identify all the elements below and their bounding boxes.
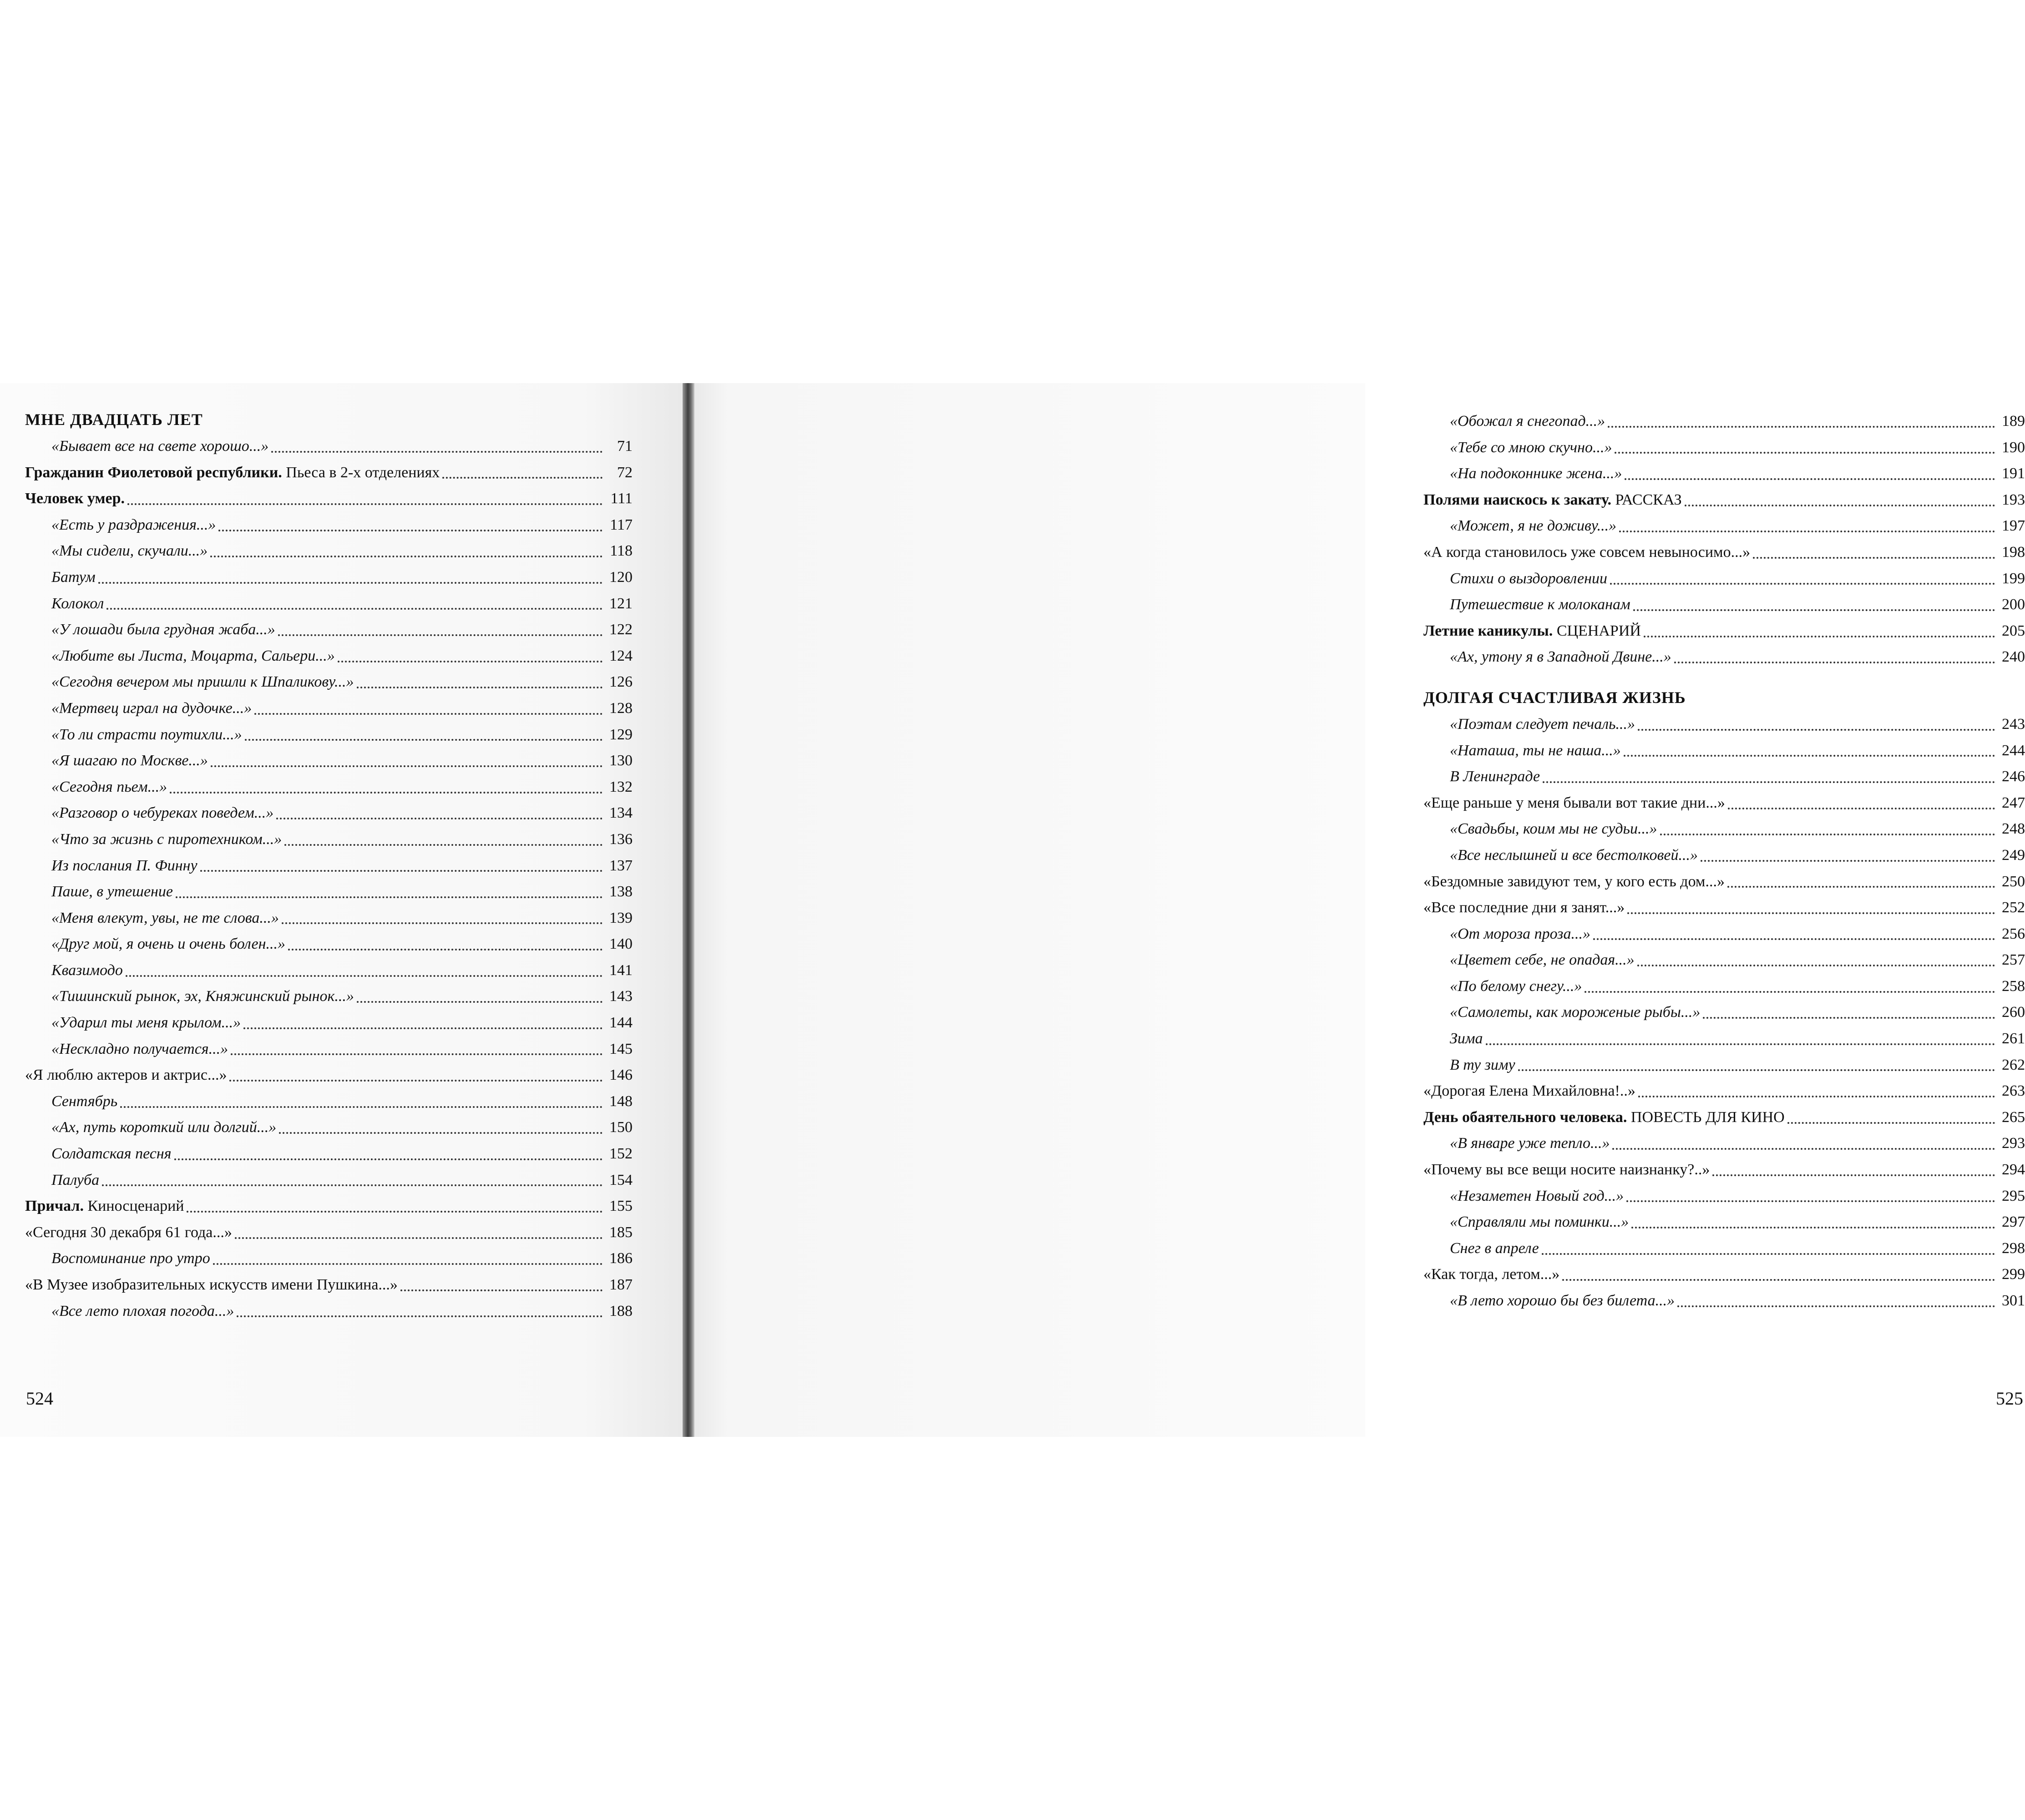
entry-page-number: 117	[610, 516, 633, 533]
entry-page-number: 248	[2002, 820, 2025, 838]
dot-leader	[126, 975, 602, 977]
section-heading: МНЕ ДВАДЦАТЬ ЛЕТ	[25, 410, 203, 429]
entry-title: «Мертвец играл на дудочке...»	[51, 699, 252, 717]
dot-leader	[120, 1106, 602, 1108]
dot-leader	[1753, 557, 1995, 559]
dot-leader	[279, 1132, 602, 1134]
entry-page-number: 191	[2002, 465, 2025, 482]
dot-leader	[102, 1184, 602, 1186]
toc-entry	[1423, 1026, 2025, 1052]
entry-page-number: 126	[609, 673, 633, 691]
toc-entry	[1423, 790, 2025, 816]
dot-leader	[237, 1315, 602, 1317]
entry-title: «Сегодня 30 декабря 61 года...»	[25, 1223, 232, 1241]
entry-page-number: 199	[2002, 570, 2025, 587]
right-page	[687, 383, 2025, 1437]
entry-page-number: 262	[2002, 1056, 2025, 1073]
entry-page-number: 265	[2002, 1108, 2025, 1126]
entry-title: Солдатская песня	[51, 1145, 172, 1163]
dot-leader	[1619, 531, 1995, 532]
entry-title: «Свадьбы, коим мы не судьи...»	[1450, 820, 1657, 838]
dot-leader	[1637, 965, 1995, 966]
entry-page-number: 154	[609, 1171, 633, 1188]
dot-leader	[278, 634, 602, 636]
dot-leader	[1631, 1227, 1995, 1228]
dot-leader	[288, 949, 602, 950]
entry-page-number: 118	[610, 542, 633, 560]
toc-entry	[1423, 816, 2025, 842]
toc-entry	[25, 1298, 633, 1325]
entry-page-number: 257	[2002, 951, 2025, 969]
entry-title-rest: Пьеса в 2-х отделениях	[282, 464, 440, 481]
entry-page-number: 297	[2002, 1213, 2025, 1231]
entry-page-number: 197	[2002, 517, 2025, 535]
toc-entry	[1423, 973, 2025, 1000]
toc-entry	[25, 879, 633, 905]
dot-leader	[282, 922, 602, 924]
toc-entry	[1423, 408, 2025, 435]
dot-leader	[1703, 1017, 1995, 1019]
toc-entry	[1423, 539, 2025, 566]
entry-page-number: 247	[2002, 794, 2025, 811]
dot-leader	[1685, 505, 1995, 506]
dot-leader	[1712, 1174, 1995, 1176]
entry-title: Зима	[1450, 1030, 1483, 1047]
dot-leader	[127, 503, 602, 505]
toc-entry	[1423, 487, 2025, 513]
toc-entry	[25, 957, 633, 984]
dot-leader	[1612, 1148, 1995, 1150]
entry-page-number: 148	[609, 1092, 633, 1110]
toc-entry	[25, 722, 633, 748]
entry-title	[25, 460, 440, 486]
toc-entry	[1423, 1157, 2025, 1183]
entry-title: Палуба	[51, 1171, 100, 1188]
dot-leader	[213, 1263, 602, 1265]
toc-entry	[25, 1036, 633, 1062]
toc-entry	[1423, 460, 2025, 487]
entry-title-rest: Киносценарий	[84, 1198, 184, 1215]
entry-title-rest: СЦЕНАРИЙ	[1553, 622, 1641, 639]
entry-page-number: 145	[609, 1040, 633, 1057]
dot-leader	[271, 451, 602, 453]
entry-title: «Еще раньше у меня бывали вот такие дни...»	[1423, 794, 1725, 811]
entry-page-number: 258	[2002, 977, 2025, 995]
toc-entry	[1423, 1261, 2025, 1288]
toc-entry	[25, 485, 633, 512]
dot-leader	[338, 661, 602, 662]
toc-list	[25, 433, 633, 1324]
entry-page-number: 143	[609, 988, 633, 1005]
entry-title: «Цветет себе, не опадая...»	[1450, 951, 1635, 969]
dot-leader	[1787, 1122, 1995, 1124]
entry-page-number: 124	[609, 647, 633, 664]
entry-title: «Незаметен Новый год...»	[1450, 1187, 1624, 1204]
entry-title: «Все последние дни я занят...»	[1423, 899, 1625, 916]
entry-title: «То ли страсти поутихли...»	[51, 726, 242, 743]
book-spread	[0, 383, 2025, 1437]
toc-entry	[1423, 1288, 2025, 1314]
entry-page-number: 188	[609, 1302, 633, 1320]
toc-entry	[25, 1062, 633, 1088]
entry-page-number: 193	[2002, 491, 2025, 508]
toc-entry	[1423, 921, 2025, 947]
dot-leader	[211, 765, 602, 767]
dot-leader	[218, 530, 602, 531]
entry-title	[25, 485, 125, 512]
toc-entry	[25, 983, 633, 1010]
entry-title: «Бывает все на свете хорошо...»	[51, 438, 269, 455]
entry-title: Паше, в утешение	[51, 883, 173, 900]
toc-entry	[25, 538, 633, 564]
entry-page-number: 144	[609, 1014, 633, 1031]
entry-page-number: 294	[2002, 1161, 2025, 1178]
entry-page-number: 295	[2002, 1187, 2025, 1204]
entry-title: «На подоконнике жена...»	[1450, 465, 1622, 482]
entry-page-number: 185	[609, 1223, 633, 1241]
dot-leader	[1644, 636, 1995, 637]
entry-title: Квазимодо	[51, 961, 123, 979]
entry-page-number: 72	[617, 464, 633, 481]
entry-page-number: 250	[2002, 873, 2025, 890]
entry-page-number: 187	[609, 1276, 633, 1293]
entry-title-bold: День обаятельного человека.	[1423, 1108, 1627, 1126]
dot-leader	[1728, 808, 1995, 809]
toc-entry	[1423, 1235, 2025, 1262]
entry-title: «Нескладно получается...»	[51, 1040, 228, 1057]
toc-entry	[1423, 842, 2025, 869]
dot-leader	[176, 896, 602, 898]
toc-list	[1423, 408, 2025, 670]
toc-entry	[1423, 618, 2025, 644]
page-number: 525	[1996, 1388, 2023, 1409]
toc-entry	[1423, 999, 2025, 1026]
toc-entry	[25, 800, 633, 826]
dot-leader	[187, 1211, 602, 1213]
book-gutter	[683, 383, 694, 1437]
entry-title: «Ах, утону я в Западной Двине...»	[1450, 648, 1671, 666]
entry-title: «Наташа, ты не наша...»	[1450, 742, 1621, 759]
dot-leader	[1562, 1279, 1995, 1281]
toc-entry	[1423, 895, 2025, 921]
dot-leader	[400, 1289, 602, 1291]
entry-title: «По белому снегу...»	[1450, 977, 1582, 995]
toc-entry	[1423, 869, 2025, 895]
entry-page-number: 140	[609, 935, 633, 953]
entry-page-number: 240	[2002, 648, 2025, 666]
entry-title: «Есть у раздражения...»	[51, 516, 216, 533]
entry-title: «Тебе со мною скучно...»	[1450, 439, 1612, 456]
entry-title: «Обожал я снегопад...»	[1450, 413, 1605, 430]
entry-page-number: 301	[2002, 1292, 2025, 1309]
entry-page-number: 134	[609, 804, 633, 822]
toc-entry	[25, 1088, 633, 1115]
entry-page-number: 299	[2002, 1266, 2025, 1283]
entry-title: Стихи о выздоровлении	[1450, 570, 1607, 587]
toc-entry	[1423, 435, 2025, 461]
entry-title: «Разговор о чебуреках поведем...»	[51, 804, 274, 822]
dot-leader	[1518, 1069, 1995, 1071]
entry-title: «В январе уже тепло...»	[1450, 1135, 1610, 1152]
toc-entry	[25, 460, 633, 486]
dot-leader	[1543, 781, 1995, 783]
toc-entry	[25, 1141, 633, 1167]
entry-title: «Сегодня пьем...»	[51, 778, 167, 795]
entry-title	[1423, 1104, 1785, 1131]
entry-title: В ту зиму	[1450, 1056, 1515, 1073]
entry-page-number: 152	[609, 1145, 633, 1163]
toc-entry	[1423, 1052, 2025, 1078]
entry-title	[1423, 487, 1682, 513]
entry-page-number: 130	[609, 752, 633, 769]
dot-leader	[1593, 938, 1995, 940]
entry-title: «Я люблю актеров и актрис...»	[25, 1067, 227, 1084]
dot-leader	[1638, 1096, 1995, 1097]
entry-page-number: 246	[2002, 768, 2025, 785]
entry-title: «Что за жизнь с пиротехником...»	[51, 830, 282, 848]
entry-title: Путешествие к молоканам	[1450, 596, 1630, 613]
toc-entry	[1423, 566, 2025, 592]
entry-page-number: 128	[609, 699, 633, 717]
entry-title: Батум	[51, 568, 96, 586]
entry-page-number: 111	[610, 490, 633, 507]
toc-entry	[25, 512, 633, 538]
entry-page-number: 129	[609, 726, 633, 743]
dot-leader	[1677, 1305, 1995, 1307]
entry-title: «От мороза проза...»	[1450, 925, 1590, 942]
entry-page-number: 198	[2002, 543, 2025, 561]
dot-leader	[243, 1027, 602, 1029]
section-heading: ДОЛГАЯ СЧАСТЛИВАЯ ЖИЗНЬ	[1423, 688, 1686, 707]
entry-page-number: 71	[617, 438, 633, 455]
entry-page-number: 256	[2002, 925, 2025, 942]
entry-title: «Поэтам следует печаль...»	[1450, 715, 1635, 733]
toc-entry	[1423, 1209, 2025, 1235]
entry-title	[25, 1193, 184, 1219]
entry-page-number: 260	[2002, 1004, 2025, 1021]
toc-entry	[25, 1167, 633, 1193]
entry-title: «Любите вы Листа, Моцарта, Сальери...»	[51, 647, 335, 664]
entry-title: «Ах, путь короткий или долгий...»	[51, 1119, 277, 1136]
dot-leader	[357, 687, 602, 688]
toc-entry	[25, 905, 633, 931]
entry-title: «Меня влекут, увы, не те слова...»	[51, 909, 279, 926]
entry-title: «В лето хорошо бы без билета...»	[1450, 1292, 1675, 1309]
dot-leader	[1625, 478, 1995, 480]
toc-entry	[1423, 1183, 2025, 1209]
entry-page-number: 200	[2002, 596, 2025, 613]
entry-title: Из послания П. Финну	[51, 857, 197, 874]
entry-title: «Тишинский рынок, эх, Княжинский рынок...»	[51, 988, 354, 1005]
entry-title-bold: Гражданин Фиолетовой республики.	[25, 464, 282, 481]
toc-entry	[1423, 711, 2025, 738]
entry-page-number: 244	[2002, 742, 2025, 759]
dot-leader	[210, 556, 602, 557]
dot-leader	[1542, 1253, 1995, 1255]
entry-title: «Все неслышней и все бестолковей...»	[1450, 846, 1698, 864]
dot-leader	[98, 582, 602, 584]
dot-leader	[284, 844, 602, 846]
entry-title-bold: Причал.	[25, 1198, 84, 1215]
entry-title: «Самолеты, как мороженые рыбы...»	[1450, 1004, 1701, 1021]
entry-title: «Я шагаю по Москве...»	[51, 752, 208, 769]
entry-title-bold: Полями наискось к закату.	[1423, 491, 1611, 508]
toc-entry	[1423, 592, 2025, 618]
right-page-content	[1423, 408, 2025, 1314]
dot-leader	[276, 818, 602, 819]
entry-title-rest: ПОВЕСТЬ ДЛЯ КИНО	[1627, 1108, 1785, 1126]
toc-entry	[25, 826, 633, 853]
entry-title: В Ленинграде	[1450, 768, 1540, 785]
entry-title: Сентябрь	[51, 1092, 118, 1110]
toc-entry	[25, 1114, 633, 1141]
dot-leader	[1615, 452, 1995, 454]
entry-title-rest: РАССКАЗ	[1611, 491, 1682, 508]
dot-leader	[200, 870, 602, 872]
page-number: 524	[26, 1388, 53, 1409]
dot-leader	[1608, 426, 1995, 428]
toc-entry	[25, 774, 633, 800]
entry-title: «А когда становилось уже совсем невыносимо...»	[1423, 543, 1751, 561]
left-page-content	[25, 406, 633, 1324]
toc-entry	[1423, 738, 2025, 764]
dot-leader	[231, 1053, 602, 1055]
entry-title-bold: Летние каникулы.	[1423, 622, 1553, 639]
entry-page-number: 298	[2002, 1239, 2025, 1257]
entry-page-number: 136	[609, 830, 633, 848]
toc-entry	[1423, 1130, 2025, 1157]
dot-leader	[106, 608, 602, 610]
entry-page-number: 121	[609, 595, 633, 612]
dot-leader	[1660, 834, 1995, 835]
toc-entry	[25, 853, 633, 879]
dot-leader	[170, 792, 602, 794]
entry-title: «Может, я не доживу...»	[1450, 517, 1617, 535]
entry-page-number: 261	[2002, 1030, 2025, 1047]
toc-entry	[1423, 763, 2025, 790]
dot-leader	[1638, 729, 1995, 731]
entry-title: «Бездомные завидуют тем, у кого есть дом...»	[1423, 873, 1725, 890]
entry-page-number: 186	[609, 1250, 633, 1267]
entry-title: «Ударил ты меня крылом...»	[51, 1014, 241, 1031]
toc-entry	[25, 748, 633, 774]
toc-entry	[1423, 644, 2025, 670]
toc-entry	[25, 695, 633, 722]
dot-leader	[1624, 755, 1995, 757]
entry-page-number: 252	[2002, 899, 2025, 916]
toc-entry	[1423, 513, 2025, 539]
toc-entry	[1423, 1104, 2025, 1131]
entry-title: «Справляли мы поминки...»	[1450, 1213, 1629, 1231]
toc-list	[1423, 711, 2025, 1314]
entry-page-number: 141	[609, 961, 633, 979]
entry-title: «Почему вы все вещи носите наизнанку?..»	[1423, 1161, 1710, 1178]
dot-leader	[1626, 1200, 1995, 1202]
toc-entry	[25, 1193, 633, 1219]
toc-entry	[25, 617, 633, 643]
entry-title: «Все лето плохая погода...»	[51, 1302, 234, 1320]
dot-leader	[1633, 609, 1995, 611]
entry-title: «Как тогда, летом...»	[1423, 1266, 1560, 1283]
entry-page-number: 122	[609, 621, 633, 638]
entry-title-bold: Человек умер.	[25, 490, 125, 507]
dot-leader	[1674, 662, 1995, 663]
entry-page-number: 293	[2002, 1135, 2025, 1152]
toc-entry	[25, 1272, 633, 1298]
toc-entry	[25, 433, 633, 460]
dot-leader	[245, 739, 602, 741]
entry-title: Снег в апреле	[1450, 1239, 1539, 1257]
entry-page-number: 155	[609, 1198, 633, 1215]
entry-title: Колокол	[51, 595, 104, 612]
toc-entry	[25, 1010, 633, 1036]
dot-leader	[235, 1237, 602, 1239]
toc-entry	[25, 643, 633, 669]
entry-page-number: 138	[609, 883, 633, 900]
entry-page-number: 243	[2002, 715, 2025, 733]
dot-leader	[442, 477, 602, 479]
toc-entry	[25, 931, 633, 957]
entry-title: «Мы сидели, скучали...»	[51, 542, 208, 560]
entry-title: «В Музее изобразительных искусств имени Пушкина...»	[25, 1276, 398, 1293]
entry-page-number: 146	[609, 1067, 633, 1084]
entry-title: «Друг мой, я очень и очень болен...»	[51, 935, 286, 953]
entry-page-number: 249	[2002, 846, 2025, 864]
left-page	[0, 383, 687, 1437]
dot-leader	[1627, 912, 1995, 914]
entry-title: «Сегодня вечером мы пришли к Шпаликову...»	[51, 673, 354, 691]
dot-leader	[1701, 860, 1995, 862]
entry-page-number: 190	[2002, 439, 2025, 456]
dot-leader	[1486, 1043, 1995, 1045]
entry-page-number: 205	[2002, 622, 2025, 639]
toc-entry	[25, 669, 633, 695]
entry-page-number: 139	[609, 909, 633, 926]
entry-page-number: 137	[609, 857, 633, 874]
dot-leader	[1727, 886, 1995, 888]
entry-title: Воспоминание про утро	[51, 1250, 210, 1267]
toc-entry	[25, 591, 633, 617]
dot-leader	[174, 1158, 603, 1160]
dot-leader	[1585, 991, 1995, 993]
toc-entry	[1423, 1078, 2025, 1104]
toc-entry	[25, 1245, 633, 1272]
entry-page-number: 132	[609, 778, 633, 795]
dot-leader	[229, 1080, 602, 1082]
entry-title	[1423, 618, 1641, 644]
entry-page-number: 150	[609, 1119, 633, 1136]
dot-leader	[254, 713, 602, 715]
dot-leader	[357, 1001, 602, 1003]
dot-leader	[1610, 583, 1995, 585]
entry-title: «Дорогая Елена Михайловна!..»	[1423, 1082, 1635, 1100]
toc-entry	[25, 1219, 633, 1246]
entry-page-number: 263	[2002, 1082, 2025, 1100]
entry-title: «У лошади была грудная жаба...»	[51, 621, 275, 638]
toc-entry	[25, 564, 633, 591]
toc-entry	[1423, 947, 2025, 973]
entry-page-number: 189	[2002, 413, 2025, 430]
entry-page-number: 120	[609, 568, 633, 586]
